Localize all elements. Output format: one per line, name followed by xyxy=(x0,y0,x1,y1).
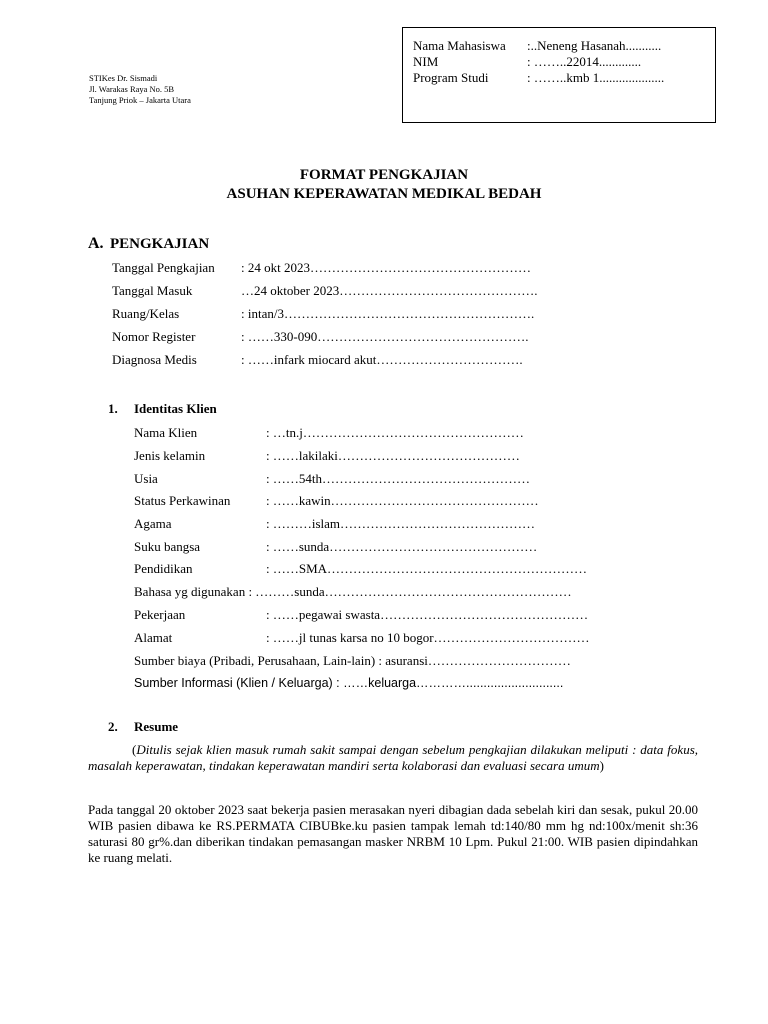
identitas-title: Identitas Klien xyxy=(134,401,217,416)
field-agama xyxy=(134,516,535,532)
field-value: : intan/3…………………………………………………. xyxy=(241,306,535,321)
student-prodi-label: Program Studi xyxy=(413,70,489,85)
field-tanggal-pengkajian xyxy=(112,260,531,276)
document-title-line-2: ASUHAN KEPERAWATAN MEDIKAL BEDAH xyxy=(226,186,542,202)
field-label: Alamat xyxy=(134,630,173,645)
field-ruang-kelas xyxy=(112,306,534,322)
field-value: : ……54th………………………………………… xyxy=(266,471,530,486)
field-value: : ……330-090…………………………………………. xyxy=(241,329,529,344)
student-info-box xyxy=(402,27,716,123)
field-label: Diagnosa Medis xyxy=(112,352,197,367)
institution-address-1: Jl. Warakas Raya No. 5B xyxy=(89,84,175,94)
field-usia xyxy=(134,471,530,487)
resume-title: Resume xyxy=(134,719,179,734)
institution-address-2: Tanjung Priok – Jakarta Utara xyxy=(89,95,191,105)
field-jenis-kelamin xyxy=(134,448,520,464)
section-a-title: PENGKAJIAN xyxy=(110,236,210,252)
field-label: Pendidikan xyxy=(134,561,193,576)
field-value: : ……SMA…………………………………………………… xyxy=(266,561,588,576)
field-label: Nomor Register xyxy=(112,329,196,344)
resume-instruction-close: ) xyxy=(599,758,604,773)
student-name-label: Nama Mahasiswa xyxy=(413,38,506,53)
field-nomor-register xyxy=(112,329,528,345)
student-nim-label: NIM xyxy=(413,54,439,69)
resume-text: Pada tanggal 20 oktober 2023 saat bekerja pasien merasakan nyeri dibagian dada sebelah kiri dan sesak, pukul 20.00 WIB pasien dibawa ke RS.PERMATA CIBUBke.ku pasien tampak lemah td:140/80 mm hg nd:100x/menit sh:36 saturasi 80 gr%.dan diberikan tindakan pemasangan masker NRBM 10 Lpm. Pukul 21:00. WIB pasien dipindahkan ke ruang melati. xyxy=(88,802,698,865)
resume-instruction-open: ( xyxy=(132,742,137,757)
field-label: Agama xyxy=(134,516,172,531)
section-a-heading xyxy=(88,235,209,253)
field-value: : ……infark miocard akut……………………………. xyxy=(241,352,523,367)
student-prodi-row xyxy=(413,70,664,86)
field-label: Tanggal Masuk xyxy=(112,283,193,298)
field-label: Tanggal Pengkajian xyxy=(112,260,215,275)
field-status-perkawinan xyxy=(134,493,539,509)
student-name-row xyxy=(413,38,661,54)
field-value: : 24 okt 2023…………………………………………… xyxy=(241,260,531,275)
student-name-value: :..Neneng Hasanah........... xyxy=(527,38,662,53)
field-label: Nama Klien xyxy=(134,425,198,440)
document-title-line-1: FORMAT PENGKAJIAN xyxy=(299,167,469,183)
field-bahasa: Bahasa yg digunakan : ………sunda………………………………………………… xyxy=(134,584,572,599)
field-tanggal-masuk xyxy=(112,283,537,299)
field-sumber-biaya: Sumber biaya (Pribadi, Perusahaan, Lain-lain) : asuransi…………………………… xyxy=(134,653,571,668)
student-prodi-value: : ……..kmb 1.................... xyxy=(527,70,665,85)
field-diagnosa-medis xyxy=(112,352,523,368)
field-suku-bangsa xyxy=(134,539,537,555)
field-value: : ……pegawai swasta………………………………………… xyxy=(266,607,589,622)
resume-instruction-text: Ditulis sejak klien masuk rumah sakit sampai dengan sebelum pengkajian dilakukan meliputi : data fokus, masalah keperawatan, tindakan keperawatan mandiri serta kolaborasi dan evaluasi secara umum xyxy=(88,742,698,773)
student-nim-value: : ……..22014............. xyxy=(527,54,642,69)
field-label: Jenis kelamin xyxy=(134,448,206,463)
field-alamat xyxy=(134,630,590,646)
resume-number: 2. xyxy=(108,719,118,734)
field-label: Usia xyxy=(134,471,158,486)
field-pendidikan xyxy=(134,561,587,577)
field-value: : ……sunda………………………………………… xyxy=(266,539,538,554)
institution-name: STIKes Dr. Sismadi xyxy=(89,73,158,83)
field-value: : ……lakilaki…………………………………… xyxy=(266,448,520,463)
resume-heading xyxy=(108,719,178,735)
institution-block xyxy=(89,73,191,106)
identitas-heading xyxy=(108,401,217,417)
section-a-letter: A. xyxy=(88,235,104,252)
field-label: Suku bangsa xyxy=(134,539,201,554)
field-label: Pekerjaan xyxy=(134,607,186,622)
field-value: …24 oktober 2023………………………………………. xyxy=(241,283,538,298)
field-label: Status Perkawinan xyxy=(134,493,231,508)
field-pekerjaan xyxy=(134,607,588,623)
field-sumber-informasi: Sumber Informasi (Klien / Keluarga) : ……keluarga…………............................ xyxy=(134,676,564,690)
field-label: Ruang/Kelas xyxy=(112,306,180,321)
resume-instruction xyxy=(88,742,698,774)
identitas-number: 1. xyxy=(108,401,118,416)
field-nama-klien xyxy=(134,425,524,441)
field-value: : ……kawin………………………………………… xyxy=(266,493,539,508)
field-value: : ……jl tunas karsa no 10 bogor……………………………… xyxy=(266,630,590,645)
field-value: : …tn.j…………………………………………… xyxy=(266,425,524,440)
student-nim-row xyxy=(413,54,641,70)
field-value: : ………islam……………………………………… xyxy=(266,516,536,531)
